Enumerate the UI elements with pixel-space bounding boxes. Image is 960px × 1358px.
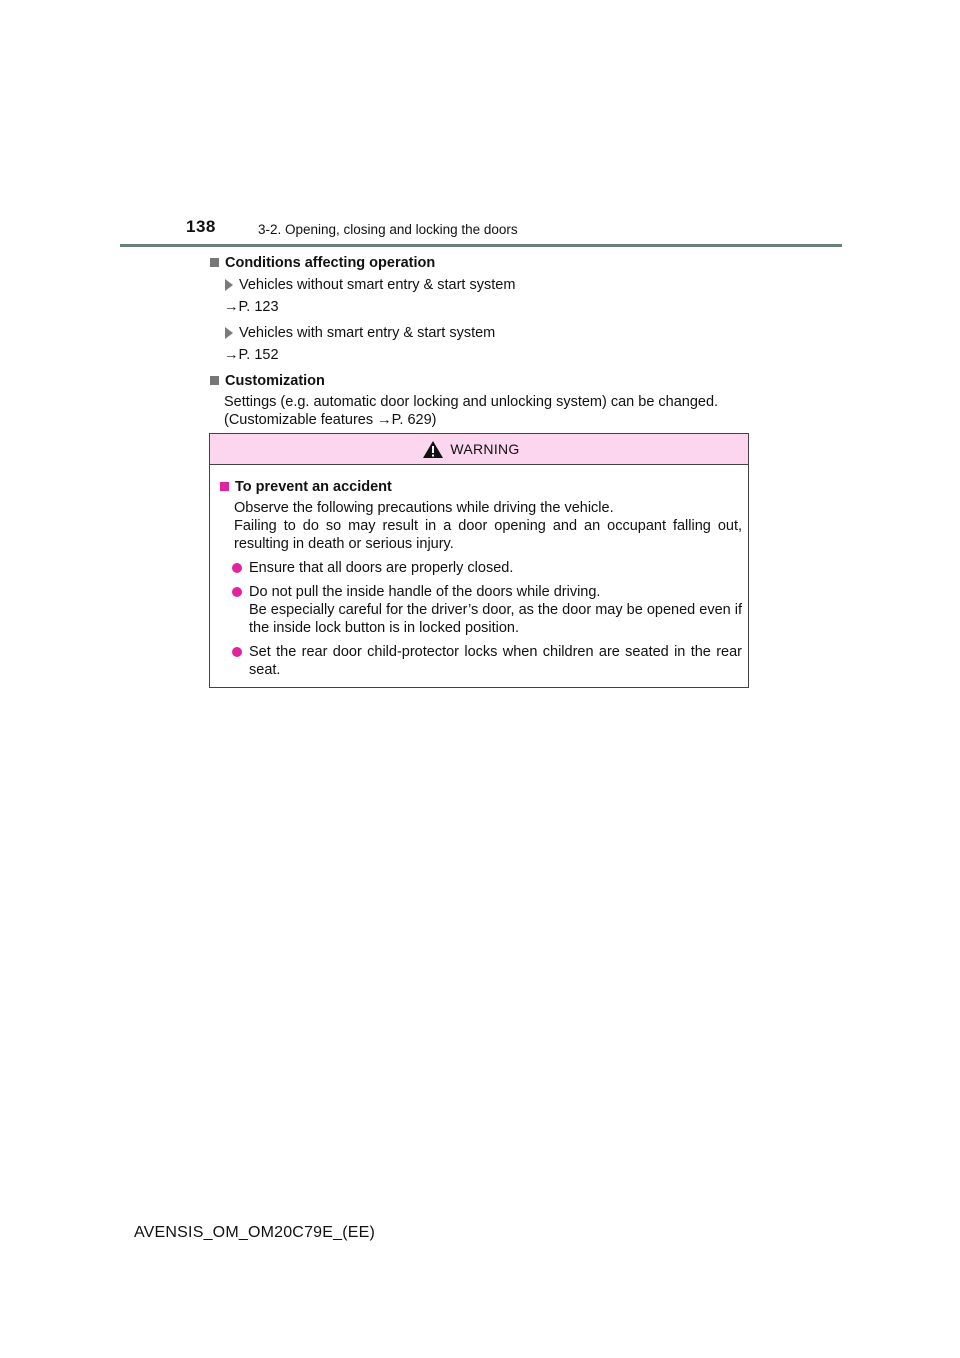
warning-bullet [218, 559, 742, 577]
square-bullet-icon [220, 482, 229, 491]
warning-bullet-text: Do not pull the inside handle of the doors while driving. [249, 584, 601, 600]
round-bullet-icon [232, 647, 242, 657]
section-title: 3-2. Opening, closing and locking the doors [258, 222, 518, 237]
list-item-label: Vehicles with smart entry & start system [239, 325, 496, 341]
warning-bullet-text: Set the rear door child-protector locks when children are seated in the rear seat. [249, 644, 742, 678]
square-bullet-icon [210, 376, 219, 385]
warning-body [210, 465, 748, 679]
conditions-list [208, 276, 753, 364]
list-item [224, 276, 753, 294]
round-bullet-icon [232, 563, 242, 573]
customization-text [208, 393, 753, 429]
warning-bullet-detail: Be especially careful for the driver’s door, as the door may be opened even if the inside lock button is in locked position. [249, 602, 742, 636]
warning-heading [218, 478, 742, 496]
warning-title: WARNING [450, 441, 520, 457]
warning-bullet [218, 583, 742, 637]
main-content [208, 254, 753, 429]
warning-heading-text: To prevent an accident [235, 479, 392, 495]
square-bullet-icon [210, 258, 219, 267]
customization-heading [208, 372, 753, 390]
footer-document-code: AVENSIS_OM_OM20C79E_(EE) [134, 1224, 376, 1241]
header-divider [120, 244, 842, 247]
warning-intro-detail: Failing to do so may result in a door opening and an occupant falling out, resulting in death or serious injury. [234, 518, 742, 552]
customization-reference[interactable]: (Customizable features →P. 629) [224, 412, 437, 428]
warning-triangle-icon [422, 440, 444, 459]
warning-header [210, 434, 748, 465]
warning-box [209, 433, 749, 688]
warning-bullet [218, 643, 742, 679]
conditions-heading-text: Conditions affecting operation [225, 255, 436, 271]
list-item [224, 324, 753, 342]
page-reference-link[interactable]: →P. 123 [224, 299, 279, 315]
warning-bullet-content [249, 583, 742, 637]
page-number: 138 [186, 217, 216, 236]
customization-line: Settings (e.g. automatic door locking and unlocking system) can be changed. [224, 394, 719, 410]
triangle-arrow-icon [225, 279, 233, 291]
triangle-arrow-icon [225, 327, 233, 339]
round-bullet-icon [232, 587, 242, 597]
conditions-heading [208, 254, 753, 272]
warning-intro-line: Observe the following precautions while driving the vehicle. [234, 500, 614, 516]
list-item-label: Vehicles without smart entry & start system [239, 277, 516, 293]
page-reference-link[interactable]: →P. 152 [224, 347, 279, 363]
warning-intro [218, 499, 742, 553]
customization-heading-text: Customization [225, 373, 325, 389]
warning-bullet-text: Ensure that all doors are properly closed. [249, 560, 514, 576]
